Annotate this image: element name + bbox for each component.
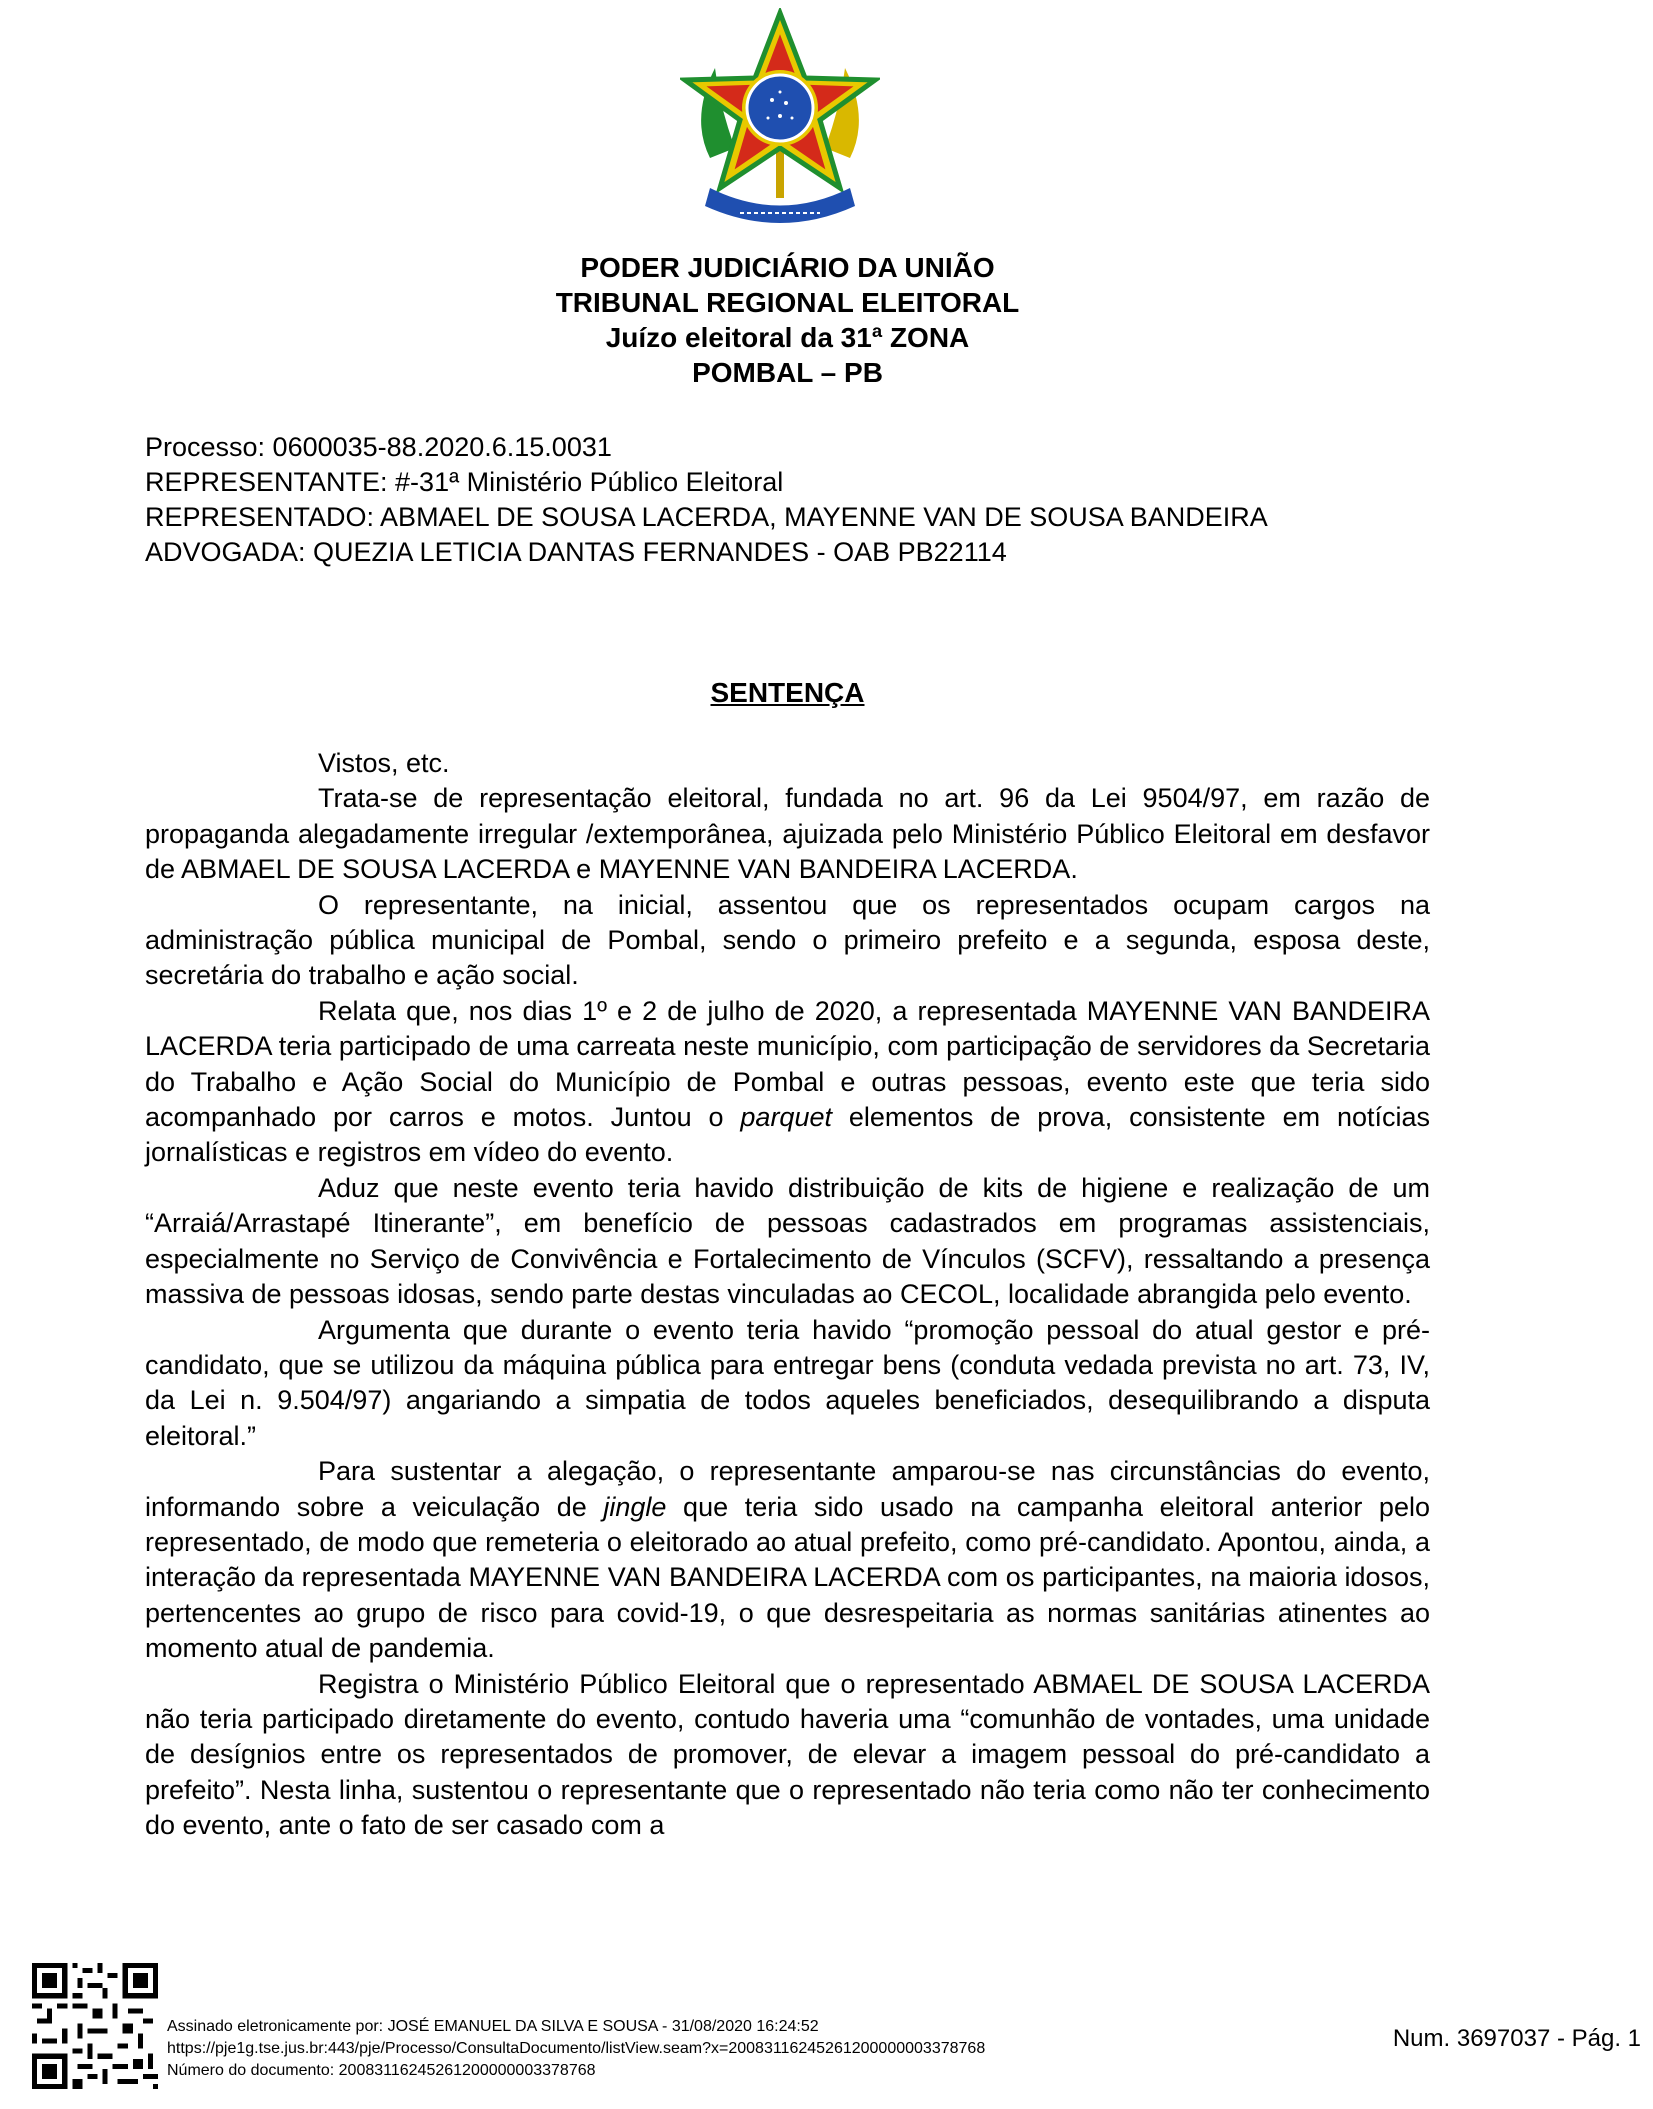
document-title: SENTENÇA	[710, 677, 865, 708]
qr-code	[32, 1963, 158, 2089]
paragraph-text: Para sustentar a alegação, o representante amparou-se nas circunstâncias do evento, informando sobre a veiculação de	[145, 1456, 1430, 1522]
paragraph-text: Relata que, nos dias 1º e 2 de julho de 2020, a representada MAYENNE VAN BANDEIRA LACERDA teria participado de uma carreata neste município, com participação de servidores da Secretaria do Trabalho e Ação Social do Município de Pombal e outras pessoas, evento este que teria sido acompanhado por carros e motos. Juntou o	[145, 995, 1430, 1133]
brazil-coat-of-arms-logo	[680, 8, 880, 233]
paragraph-text: que teria sido usado na campanha eleitoral anterior pelo representado, de modo que remeteria o eleitorado ao atual prefeito, como pré-candidato. Apontou, ainda, a interação da representada MAYENNE VAN BANDEIRA LACERDA com os participantes, na maioria idosos, pertencentes ao grupo de risco para covid-19, o que desrespeitaria as normas sanitárias atinentes ao momento atual de pandemia.	[145, 1491, 1430, 1664]
paragraph: Argumenta que durante o evento teria havido “promoção pessoal do atual gestor e pré-candidato, que se utilizou da máquina pública para entregar bens (conduta vedada prevista no art. 73, IV, da Lei n. 9.504/97) angariando a simpatia de todos aqueles beneficiados, desequilibrando a disputa eleitoral.”	[145, 1314, 1430, 1451]
paragraph: Trata-se de representação eleitoral, fundada no art. 96 da Lei 9504/97, em razão de propaganda alegadamente irregular /extemporânea, ajuizada pelo Ministério Público Eleitoral em desfavor de ABMAEL DE SOUSA LACERDA e MAYENNE VAN BANDEIRA LACERDA.	[145, 783, 1430, 885]
case-metadata	[145, 430, 1268, 570]
header-line-poder: PODER JUDICIÁRIO DA UNIÃO	[580, 252, 995, 283]
paragraph	[145, 994, 1430, 1171]
court-header	[0, 250, 1575, 390]
paragraph-text: elementos de prova, consistente em notícias jornalísticas e registros em vídeo do evento.	[145, 1102, 1430, 1168]
advogada: ADVOGADA: QUEZIA LETICIA DANTAS FERNANDES - OAB PB22114	[145, 537, 1007, 567]
paragraph: Vistos, etc.	[318, 748, 450, 778]
header-line-juizo: Juízo eleitoral da 31ª ZONA	[605, 322, 970, 353]
italic-term-jingle: jingle	[603, 1491, 667, 1522]
paragraph: Registra o Ministério Público Eleitoral que o representado ABMAEL DE SOUSA LACERDA não teria participado diretamente do evento, contudo haveria uma “comunhão de vontades, uma unidade de desígnios entre os representados de promover, de elevar a imagem pessoal do pré-candidato a prefeito”. Nesta linha, sustentou o representante que o representado não teria como não ter conhecimento do evento, ante o fato de ser casado com a	[145, 1668, 1430, 1841]
document-url-link[interactable]: https://pje1g.tse.jus.br:443/pje/Processo/ConsultaDocumento/listView.seam?x=20083116245261200000003378768	[167, 2040, 986, 2057]
italic-term-parquet: parquet	[740, 1102, 832, 1133]
paragraph: Aduz que neste evento teria havido distribuição de kits de higiene e realização de um “Arraiá/Arrastapé Itinerante”, em benefício de pessoas cadastrados em programas assistenciais, especialmente no Serviço de Convivência e Fortalecimento de Vínculos (SCFV), ressaltando a presença massiva de pessoas idosas, sendo parte destas vinculadas ao CECOL, localidade abrangida pelo evento.	[145, 1172, 1430, 1310]
header-line-tribunal: TRIBUNAL REGIONAL ELEITORAL	[555, 287, 1020, 318]
representado: REPRESENTADO: ABMAEL DE SOUSA LACERDA, MAYENNE VAN DE SOUSA BANDEIRA	[145, 502, 1268, 532]
page-number: Num. 3697037 - Pág. 1	[1392, 2025, 1641, 2052]
signature-footer	[167, 2016, 985, 2082]
document-number: Número do documento: 20083116245261200000003378768	[167, 2062, 596, 2079]
representante: REPRESENTANTE: #-31ª Ministério Público Eleitoral	[145, 467, 784, 497]
signed-by: Assinado eletronicamente por: JOSÉ EMANUEL DA SILVA E SOUSA - 31/08/2020 16:24:52	[167, 2018, 819, 2035]
paragraph: O representante, na inicial, assentou que os representados ocupam cargos na administração pública municipal de Pombal, sendo o primeiro prefeito e a segunda, esposa deste, secretária do trabalho e ação social.	[145, 889, 1430, 991]
header-line-comarca: POMBAL – PB	[692, 357, 883, 388]
paragraph	[145, 1454, 1430, 1666]
processo-number: Processo: 0600035-88.2020.6.15.0031	[145, 432, 612, 462]
sentence-body	[145, 746, 1430, 1844]
